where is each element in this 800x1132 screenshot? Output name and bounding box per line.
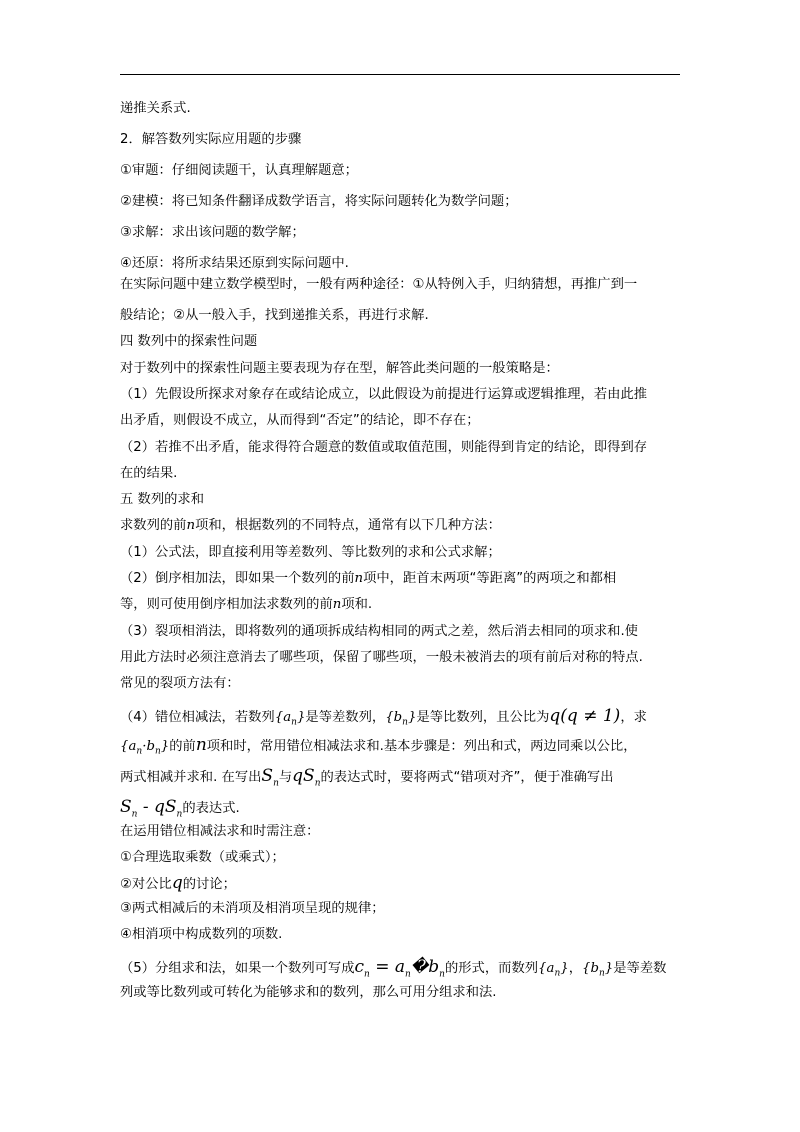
math-set-an: $\{a_n\}$: [274, 710, 306, 728]
text-line: 用此方法时必须注意消去了哪些项，保留了哪些项，一般未被消去的项有前后对称的特点.: [120, 650, 643, 665]
text-line: 对于数列中的探索性问题主要表现为存在型，解答此类问题的一般策略是：: [120, 361, 559, 376]
text-segment: （2）倒序相加法，即如果一个数列的前: [120, 571, 355, 586]
math-Sn-minus-qSn: $S_n - qS_n$: [120, 797, 183, 820]
math-set-bn: $\{b_n\}$: [582, 961, 614, 979]
text-line: 般结论；②从一般入手，找到递推关系，再进行求解.: [120, 308, 429, 323]
text-segment: 与: [278, 770, 293, 785]
text-line: [120, 706, 690, 726]
math-qSn: $qS_n$: [292, 766, 321, 789]
text-segment: ，求: [620, 710, 647, 725]
text-segment: 的讨论；: [182, 877, 236, 892]
text-segment: 等，则可使用倒序相加法求数列的前: [120, 597, 333, 612]
math-n: n: [186, 518, 196, 533]
text-line: 在的结果.: [120, 466, 178, 481]
text-line: （1）先假设所探求对象存在或结论成立，以此假设为前提进行运算或逻辑推理，若由此推: [120, 387, 648, 402]
text-segment: 的表达式.: [182, 801, 240, 816]
math-set-bn: $\{b_n\}$: [385, 710, 417, 728]
text-line: [120, 766, 690, 789]
header-rule: [120, 74, 680, 75]
text-line: ①合理选取乘数（或乘式）；: [120, 850, 285, 865]
math-q-condition: q(q ≠ 1): [549, 706, 621, 726]
text-line: （1）公式法，即直接利用等差数列、等比数列的求和公式求解；: [120, 545, 501, 560]
text-segment: （4）错位相减法，若数列: [120, 710, 275, 725]
text-line: [120, 957, 690, 980]
text-line: 在运用错位相减法求和时需注意：: [120, 824, 320, 839]
text-segment: 两式相减并求和. 在写出: [120, 770, 262, 785]
text-segment: 是等比数列，且公比为: [416, 710, 550, 725]
text-segment: 是等差数: [613, 961, 667, 976]
math-n: n: [354, 571, 364, 586]
text-segment: 是等差数列，: [305, 710, 386, 725]
math-q: q: [171, 873, 183, 893]
text-segment: 的表达式时，要将两式“错项对齐”，便于准确写出: [320, 770, 614, 785]
text-segment: 项和.: [341, 597, 373, 612]
text-segment: 的形式，而数列: [444, 961, 539, 976]
text-segment: （5）分组求和法，如果一个数列可写成: [120, 961, 355, 976]
text-line: ③两式相减后的未消项及相消项呈现的规律；: [120, 901, 385, 916]
text-line: ④还原：将所求结果还原到实际问题中.: [120, 256, 349, 271]
text-segment: ，: [568, 961, 583, 976]
text-segment: 的前: [169, 739, 196, 754]
text-segment: 项和，根据数列的不同特点，通常有以下几种方法：: [195, 518, 501, 533]
section-heading: 2．解答数列实际应用题的步骤: [120, 132, 302, 147]
math-n: n: [332, 597, 342, 612]
math-n: n: [195, 735, 207, 755]
text-line: （3）裂项相消法，即将数列的通项拆成结构相同的两式之差，然后消去相同的项求和.使: [120, 624, 638, 639]
text-line: 在实际问题中建立数学模型时，一般有两种途径：①从特例入手，归纳猜想，再推广到一: [120, 277, 638, 292]
text-segment: ②对公比: [120, 877, 172, 892]
text-line: 常见的裂项方法有：: [120, 676, 240, 691]
text-line: [120, 735, 690, 755]
text-line: [120, 873, 690, 893]
section-heading: 五 数列的求和: [120, 492, 205, 507]
math-set-an: $\{a_n\}$: [538, 961, 569, 979]
text-line: （2）若推不出矛盾，能求得符合题意的数值或取值范围，则能得到肯定的结论，即得到存: [120, 440, 648, 455]
text-line: 出矛盾，则假设不成立，从而得到“否定”的结论，即不存在；: [120, 413, 480, 428]
text-segment: 项和时，常用错位相减法求和.基本步骤是：列出和式，两边同乘以公比，: [206, 739, 637, 754]
text-line: ①审题：仔细阅读题干，认真理解题意；: [120, 163, 358, 178]
text-line: ③求解：求出该问题的数学解；: [120, 225, 305, 240]
text-line: [120, 797, 690, 820]
section-heading: 四 数列中的探索性问题: [120, 334, 258, 349]
text-line: ④相消项中构成数列的项数.: [120, 927, 283, 942]
math-set-anbn: $\{a_n\cdot b_n\}$: [120, 739, 170, 757]
text-line: ②建模：将已知条件翻译成数学语言，将实际问题转化为数学问题；: [120, 194, 518, 209]
text-line: [120, 595, 690, 615]
text-line: [120, 569, 690, 589]
text-line: [120, 516, 690, 536]
math-cn-formula: $c_n$ = $a_n�b_n$: [354, 957, 445, 980]
text-line: 列或等比数列或可转化为能够求和的数列，那么可用分组求和法.: [120, 985, 497, 1000]
math-Sn: $S_n$: [261, 766, 279, 789]
text-segment: 项中，距首末两项“等距离”的两项之和都相: [363, 571, 617, 586]
text-line: 递推关系式.: [120, 101, 191, 116]
text-segment: 求数列的前: [120, 518, 187, 533]
